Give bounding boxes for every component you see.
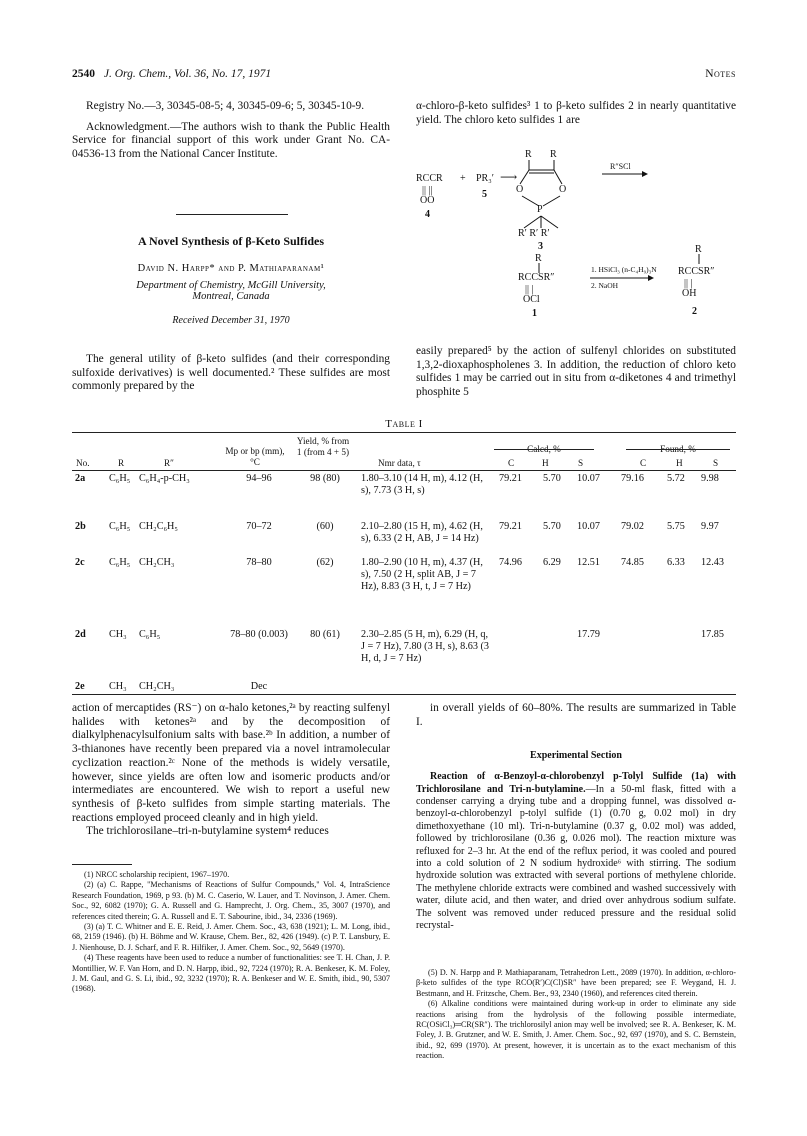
col-r2: R″ (164, 458, 174, 468)
cell-r2: C₆H₅ (139, 629, 161, 640)
experimental-paragraph (416, 771, 736, 932)
cell-yield: (60) (316, 521, 334, 532)
cell-no: 2d (75, 629, 86, 640)
cell-calcd-h: 5.70 (543, 521, 561, 532)
cell-nmr: 2.10–2.80 (15 H, m), 4.62 (H, s), 6.33 (2 H, AB, J = 14 Hz) (361, 521, 483, 545)
cell-calcd-c: 79.21 (499, 473, 522, 484)
table-caption: Table I (385, 418, 423, 430)
cell-r2: C₆H₄-p-CH₃ (139, 473, 190, 484)
cell-r: C₆H₅ (109, 473, 131, 484)
cell-found-c: 74.85 (621, 557, 644, 568)
compound-5-label: 5 (482, 189, 487, 200)
cell-found-h (664, 629, 698, 681)
keto-sulfide-product: RCCSR″ (678, 266, 715, 277)
table-header (72, 434, 736, 470)
cell-mp: 78–80 (0.003) (230, 629, 288, 640)
cell-r: C₆H₅ (109, 557, 131, 568)
cell-no: 2a (75, 473, 86, 484)
chloro-bonds: || | (525, 284, 534, 295)
cell-found-h: 5.72 (667, 473, 685, 484)
page-number: 2540 (72, 68, 95, 80)
cell-calcd-s: 12.51 (577, 557, 600, 568)
journal-citation: J. Org. Chem., Vol. 36, No. 17, 1971 (103, 68, 272, 80)
arrow-1: ⟶ (500, 170, 518, 184)
section-name: Notes (705, 68, 736, 80)
cell-found-c: 79.02 (621, 521, 644, 532)
cell-found-h: 6.33 (667, 557, 685, 568)
cell-mp: Dec (250, 681, 268, 692)
running-header (72, 68, 736, 80)
chloro-r: R (535, 253, 542, 264)
cell-found-s: 17.85 (701, 629, 724, 640)
cell-r2: CH₂C₆H₅ (139, 521, 178, 532)
cell-r: C₆H₅ (109, 521, 131, 532)
cell-r2: CH₂CH₃ (139, 681, 175, 692)
footnote-5: (5) D. N. Harpp and P. Mathiaparanam, Tetrahedron Lett., 2089 (1970). In addition, α-chloro-β-keto sulfides of the type RCO(R′)C(Cl)SR″ have been prepared; see F. Weygand, H. J. Bestmann, and H. Fritzsche, Chem. Ber., 93, 2340 (1960), and references cited therein. (416, 968, 736, 998)
right-column-top (416, 100, 736, 127)
cell-no: 2b (75, 521, 86, 532)
cell-calcd-c: 79.21 (499, 521, 522, 532)
footnote-3: (3) (a) T. C. Whitner and E. E. Reid, J. Amer. Chem. Soc., 43, 638 (1921); L. M. Long, ibid., 68, 2159 (1946). (b) H. Böhme and W. Krause, Chem. Ber., 82, 426 (1949). (c) P. T. Lansbury, E. J. Nienhouse, D. J. Scharf, and F. R. Hilfiker, J. Amer. Chem. Soc., 92, 5649 (1970). (72, 922, 390, 952)
found-h: H (676, 458, 683, 468)
cell-calcd-c (496, 629, 540, 681)
cell-calcd-s: 10.07 (577, 473, 600, 484)
right-paragraph-1: α-chloro-β-keto sulfides³ 1 to β-keto sulfides 2 in nearly quantitative yield. The chloro keto sulfides 1 are (416, 100, 736, 126)
article-divider (176, 214, 288, 215)
found-c: C (640, 458, 647, 468)
cell-mp: 70–72 (246, 521, 272, 532)
found-bracket (626, 449, 730, 450)
ring-oxygen-1: O (516, 184, 524, 195)
table-row (72, 521, 736, 557)
chloro-ocl: OCl (523, 294, 540, 305)
experimental-title: Reaction of α-Benzoyl-α-chlorobenzyl p-Tolyl Sulfide (1a) with Trichlorosilane and Tri-n-butylamine. (416, 771, 736, 795)
acknowledgment: Acknowledgment.—The authors wish to thank the Public Health Service for financial support of this work under Grant No. CA-04536-13 from the National Cancer Institute. (72, 120, 390, 161)
plus-sign: + (460, 173, 466, 184)
experimental-body: —In a 50-ml flask, fitted with a condenser carrying a drying tube and a dropping funnel, was dissolved α-benzoyl-α-chlorobenzyl p-tolyl sulfide (1) (0.70 g, 0.02 mol) in dry dimethoxyethane (10 ml). Tri-n-butylamine (0.37 g, 0.02 mol) was added, followed by trichlorosilane (0.36 g, 0.026 mol). The reaction mixture was refluxed for 2–3 hr. At the end of the reflux period, it was cooled and poured into a cold solution of 2 N sodium hydroxide⁶ with stirring. The sodium hydroxide solution was extracted with several portions of methylene chloride. The methylene chloride extracts were combined and washed successively with water, dilute acid, and then water, and dried over anhydrous sodium sulfate. The solvent was removed under reduced pressure and the residual solid recrystal- (416, 783, 736, 931)
cell-found-s: 12.43 (701, 557, 724, 568)
footnote-1: (1) NRCC scholarship recipient, 1967–1970. (84, 870, 230, 879)
col-nmr: Nmr data, τ (378, 458, 421, 468)
cell-mp: 94–96 (246, 473, 272, 484)
left-column-bottom (72, 702, 390, 839)
right-paragraph-3: in overall yields of 60–80%. The results are summarized in Table I. (416, 702, 736, 728)
received-date: Received December 31, 1970 (172, 315, 290, 326)
footnote-4: (4) These reagents have been used to reduce a number of functionalities: see T. H. Chan, J. P. Montillier, W. F. Van Horn, and D. N. Harpp, ibid., 92, 7224 (1970); R. A. Benkeser, K. M. Foley, J. M. Gaul, and G. S. Li, ibid., 92, 3232 (1970); R. A. Benkeser and W. E. Smith, ibid., 90, 5307 (1968). (72, 953, 390, 994)
intro-paragraph-1: The general utility of β-keto sulfides (and their corresponding sulfoxide derivatives) is well documented.² These sulfides are most commonly prepared by the (72, 353, 390, 393)
article-title-block (72, 234, 390, 326)
cell-calcd-s: 10.07 (577, 521, 600, 532)
reduction-reagent-2: 2. NaOH (591, 281, 619, 290)
cell-calcd-h: 6.29 (543, 557, 561, 568)
cell-no: 2e (75, 681, 85, 692)
col-yield: Yield, % from 1 (from 4 + 5) (296, 436, 350, 457)
product-bonds: || | (684, 278, 693, 289)
compound-3-label: 3 (538, 241, 543, 252)
ring-substituents: R′ R′ R′ (518, 228, 550, 239)
cell-found-c (618, 629, 664, 681)
compound-1-label: 1 (532, 308, 537, 319)
calcd-c: C (508, 458, 515, 468)
intro-paragraph-2: action of mercaptides (RS⁻) on α-halo ketones,²ᵃ by reacting sulfenyl halides with ketones²ᵃ and by the decomposition of dialkylphenacylsulfonium salts with base.²ᵇ In addition, a number of 3-thianones have recently been prepared via a novel intramolecular cyclization reaction.²ᶜ None of the methods is widely versatile, however, since yields are often low and isomeric products and/or intermediates are encountered. We wish to report a useful new synthesis of β-keto sulfides from simple starting materials. The reactions employed proceed cleanly and in high yield. (72, 702, 390, 824)
cell-r: CH₃ (109, 629, 127, 640)
reaction-scheme (416, 140, 736, 340)
cell-nmr: 1.80–3.10 (14 H, m), 4.12 (H, s), 7.73 (3 H, s) (361, 473, 483, 497)
left-intro (72, 353, 390, 394)
phosphite-formula: PR₃′ (476, 173, 494, 184)
col-no: No. (76, 458, 90, 468)
intro-paragraph-3: The trichlorosilane–tri-n-butylamine system⁴ reduces (86, 825, 329, 838)
footnote-2: (2) (a) C. Rappe, "Mechanisms of Reactions of Sulfur Compounds," Vol. 4, IntraScience Research Foundation, 1969, p 93. (b) M. C. Caserio, W. Lauer, and T. Novinson, J. Amer. Chem. Soc., 92, 6082 (1970); G. A. Russell and G. Hamprecht, J. Org. Chem., 35, 3007 (1970), and references cited therein; G. A. Russell and E. T. Sabourine, ibid., 34, 2336 (1969). (72, 880, 390, 921)
article-title: A Novel Synthesis of β-Keto Sulfides (138, 234, 324, 248)
affiliation-1: Department of Chemistry, McGill University, (136, 280, 326, 291)
table-row (72, 473, 736, 521)
col-r: R (118, 458, 125, 468)
col-calcd: Calcd, % (527, 444, 561, 454)
cell-calcd-s: 17.79 (577, 629, 600, 640)
ring-r-right: R (550, 149, 557, 160)
col-mp: Mp or bp (mm), °C (225, 446, 285, 467)
data-table (72, 473, 736, 697)
table-row (72, 557, 736, 629)
cell-no: 2c (75, 557, 85, 568)
cell-found-s: 9.98 (701, 473, 719, 484)
cell-calcd-h: 5.70 (543, 473, 561, 484)
table-head-rule (72, 470, 736, 471)
sulfenyl-chloride-reagent: R″SCl (610, 162, 631, 171)
col-found: Found, % (660, 444, 696, 454)
found-s: S (713, 458, 719, 468)
experimental-heading: Experimental Section (530, 750, 622, 762)
ring-phosphorus: P (537, 204, 543, 215)
cell-calcd-c: 74.96 (499, 557, 522, 568)
right-column-mid (416, 345, 736, 400)
table-bottom-rule (72, 694, 736, 695)
scheme-bonds (416, 140, 736, 340)
cell-r2: CH₂CH₃ (139, 557, 175, 568)
cell-found-c: 79.16 (621, 473, 644, 484)
calcd-bracket (494, 449, 594, 450)
right-paragraph-2: easily prepared⁵ by the action of sulfenyl chlorides on substituted 1,3,2-dioxaphospholenes 3. In addition, the reduction of chloro keto sulfides 1 may be carried out in situ from α-diketones 4 and trimethyl phosphite 5 (416, 345, 736, 399)
product-oh: OH (682, 288, 697, 299)
cell-yield: (62) (316, 557, 334, 568)
reduction-reagent-1: 1. HSiCl₃ (n-C₄H₉)₃N (591, 265, 657, 274)
cell-yield: 80 (61) (310, 629, 340, 640)
footnotes-left (72, 870, 390, 995)
ring-r-left: R (525, 149, 532, 160)
compound-4-label: 4 (425, 209, 430, 220)
diketone-oxygens: OO (420, 195, 435, 206)
affiliation-2: Montreal, Canada (192, 291, 270, 302)
registry-numbers: Registry No.—3, 30345-08-5; 4, 30345-09-6; 5, 30345-10-9. (86, 100, 365, 112)
right-column-bottom (416, 702, 736, 932)
diketone-bonds: || || (422, 185, 433, 196)
cell-mp: 78–80 (246, 557, 272, 568)
ring-oxygen-2: O (559, 184, 567, 195)
cell-found-h: 5.75 (667, 521, 685, 532)
cell-calcd-h (540, 629, 574, 681)
compound-2-label: 2 (692, 306, 697, 317)
cell-nmr: 2.30–2.85 (5 H, m), 6.29 (H, q, J = 7 Hz), 7.80 (3 H, s), 8.63 (3 H, d, J = 7 Hz) (361, 629, 489, 665)
calcd-s: S (578, 458, 584, 468)
cell-nmr: 1.80–2.90 (10 H, m), 4.37 (H, s), 7.50 (2 H, split AB, J = 7 Hz), 8.83 (3 H, t, J = 7 Hz) (361, 557, 483, 593)
chloro-keto-sulfide: RCCSR″ (518, 272, 555, 283)
footnote-6: (6) Alkaline conditions were maintained during work-up in order to eliminate any side reactions arising from the hydrolysis of the following possible intermediate, RC(OSiCl₃)═CR(SR″). The trichlorosilyl anion may well be involved; see R. A. Benkeser, K. M. Foley, J. B. Grutzner, and W. E. Smith, J. Amer. Chem. Soc., 92, 697 (1970), and S. C. Bernstein, ibid., 92, 699 (1970). At present, however, it is uncertain as to the exact mechanism of this reaction. (416, 999, 736, 1061)
cell-found-s: 9.97 (701, 521, 719, 532)
table-row (72, 629, 736, 681)
table-top-rule (72, 432, 736, 433)
calcd-h: H (542, 458, 549, 468)
product-r: R (695, 244, 702, 255)
cell-r: CH₃ (109, 681, 127, 692)
diketone-formula: RCCR (416, 173, 443, 184)
cell-yield: 98 (80) (310, 473, 340, 484)
footnotes-right (416, 968, 736, 1062)
left-column-top (72, 100, 390, 162)
footnote-rule-left (72, 864, 132, 865)
article-authors: David N. Harpp* and P. Mathiaparanam¹ (137, 263, 325, 274)
